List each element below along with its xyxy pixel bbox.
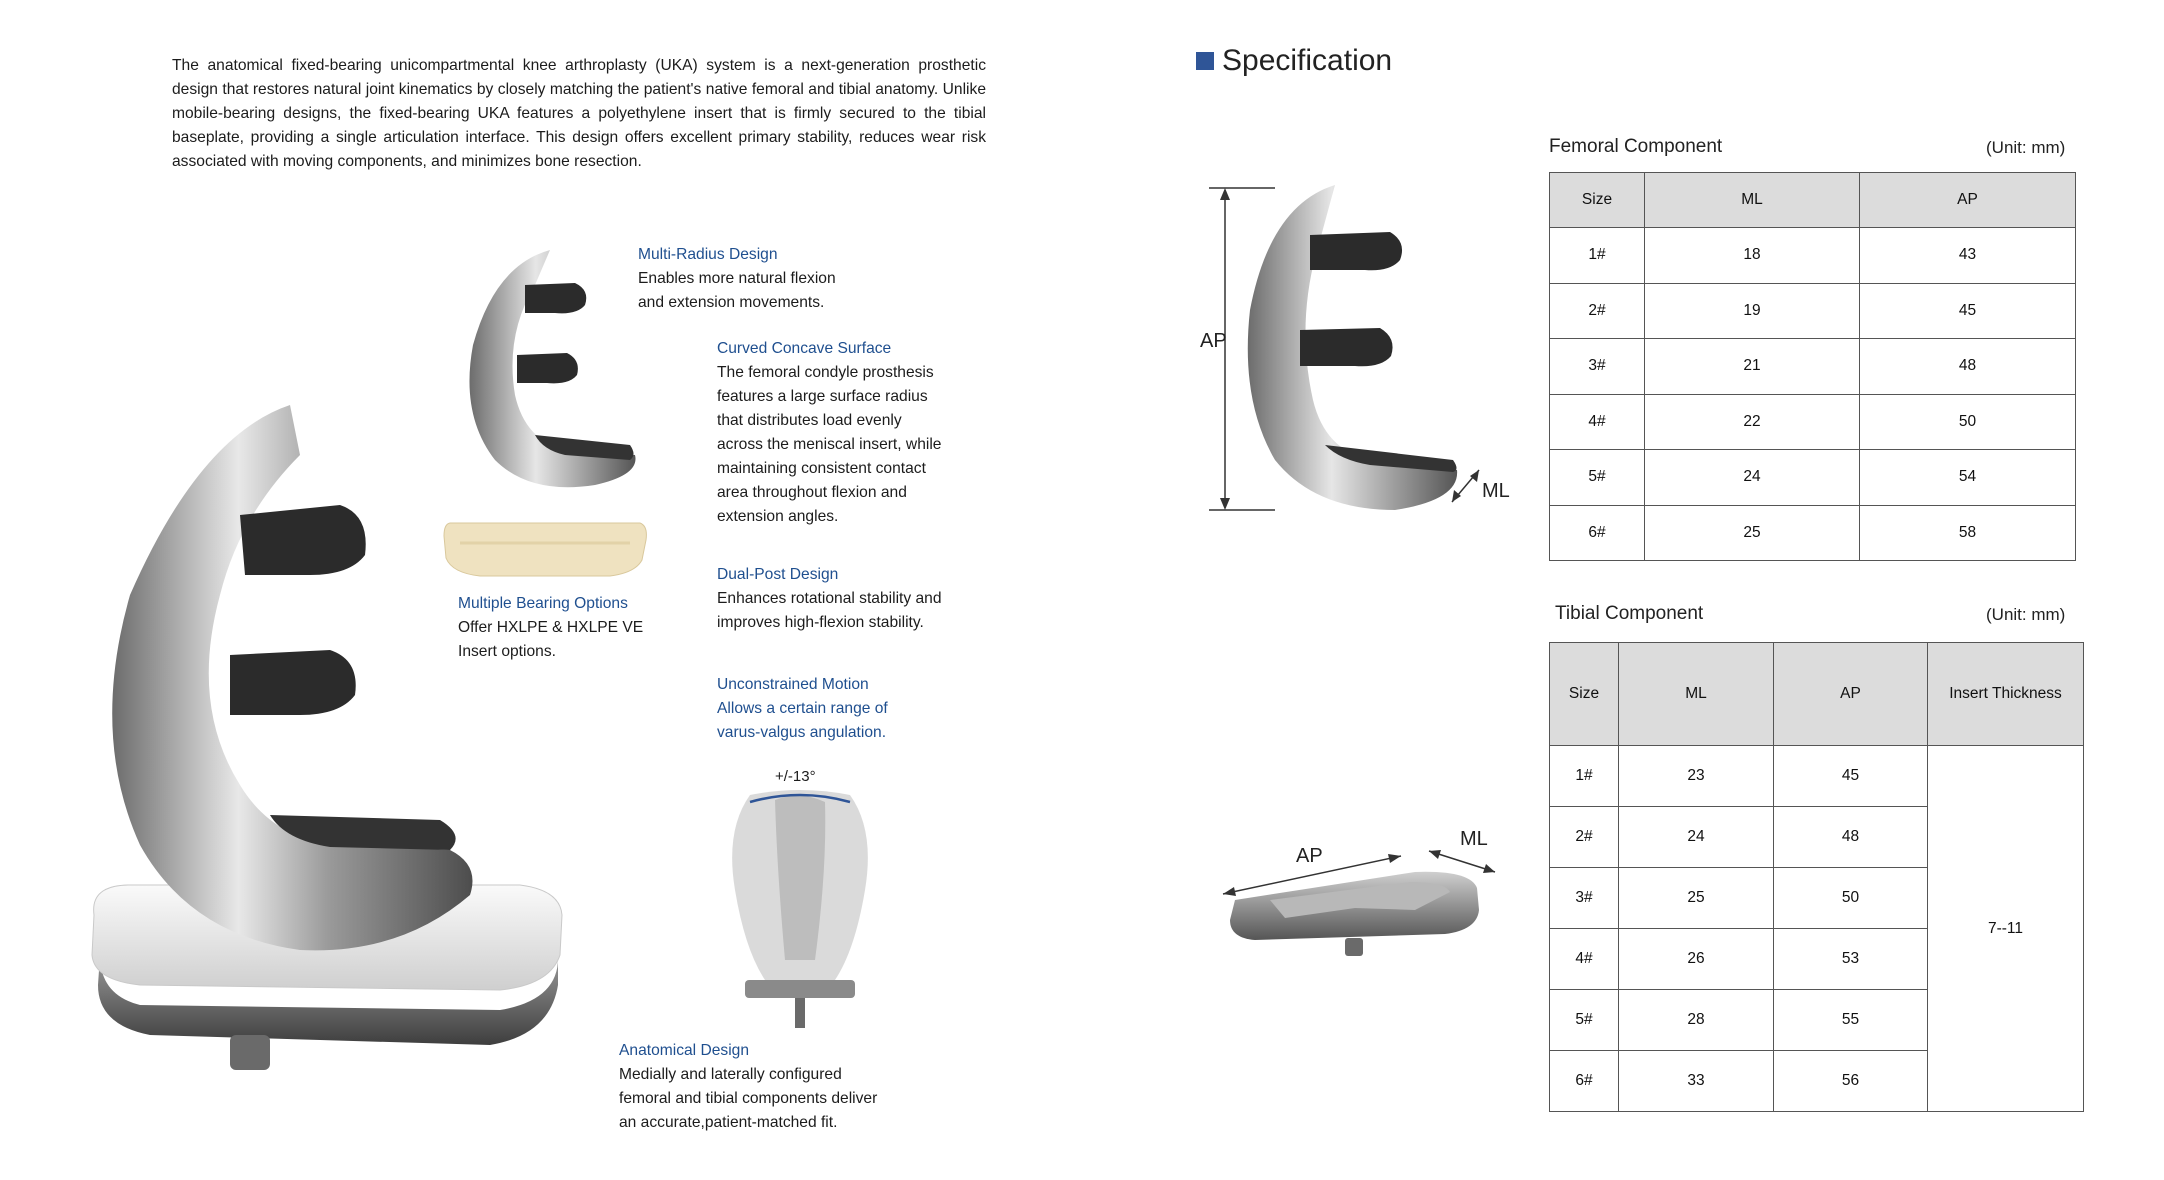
cell-size: 6#	[1550, 1051, 1619, 1112]
cell-size: 4#	[1550, 929, 1619, 990]
specification-heading	[1196, 44, 1392, 78]
femoral-unit: (Unit: mm)	[1986, 138, 2066, 157]
cell-ml: 26	[1619, 929, 1774, 990]
cell-insert-thickness: 7--11	[1928, 746, 2084, 1112]
header-insert-thickness: Insert Thickness	[1928, 643, 2084, 746]
femoral-caption: Femoral Component	[1549, 136, 1723, 157]
cell-size: 5#	[1550, 450, 1645, 506]
cell-size: 4#	[1550, 394, 1645, 450]
cell-ml: 18	[1645, 228, 1860, 284]
cell-ap: 50	[1774, 868, 1928, 929]
feature-title: Unconstrained Motion	[717, 676, 869, 693]
feature-curved-concave	[717, 337, 941, 529]
heading-square-icon	[1196, 52, 1214, 70]
cell-ap: 45	[1860, 283, 2076, 339]
cell-ml: 25	[1619, 868, 1774, 929]
cell-ml: 21	[1645, 339, 1860, 395]
feature-title: Multi-Radius Design	[638, 246, 778, 263]
tibial-ap-label: AP	[1296, 845, 1323, 867]
cell-ap: 54	[1860, 450, 2076, 506]
cell-ap: 48	[1860, 339, 2076, 395]
cell-ap: 45	[1774, 746, 1928, 807]
cell-ml: 28	[1619, 990, 1774, 1051]
table-row	[1550, 228, 2076, 284]
cell-ap: 50	[1860, 394, 2076, 450]
header-ml: ML	[1645, 173, 1860, 228]
feature-unconstrained	[717, 673, 888, 745]
feature-multi-radius	[638, 243, 836, 315]
tibial-table	[1549, 642, 2084, 1112]
feature-dual-post	[717, 563, 942, 635]
tibial-caption: Tibial Component	[1555, 603, 1704, 624]
cell-ml: 24	[1619, 807, 1774, 868]
feature-title: Multiple Bearing Options	[458, 595, 628, 612]
feature-title: Curved Concave Surface	[717, 340, 892, 357]
knee-implant-illustration	[80, 395, 580, 1095]
cell-ml: 22	[1645, 394, 1860, 450]
unconstrained-motion-image	[715, 790, 885, 1040]
header-size: Size	[1550, 173, 1645, 228]
femoral-table	[1549, 172, 2076, 561]
table-row	[1550, 339, 2076, 395]
feature-desc: Enables more natural flexion and extension movements.	[638, 270, 836, 311]
cell-ap: 43	[1860, 228, 2076, 284]
table-row	[1550, 746, 2084, 807]
cell-ap: 55	[1774, 990, 1928, 1051]
intro-paragraph: The anatomical fixed-bearing unicompartmental knee arthroplasty (UKA) system is a next-generation prosthetic design that restores natural joint kinematics by closely matching the patient's native femoral and tibial anatomy. Unlike mobile-bearing designs, the fixed-bearing UKA features a polyethylene insert that is firmly secured to the tibial baseplate, providing a single articulation interface. This design offers excellent primary stability, reduces wear risk associated with moving components, and minimizes bone resection.	[172, 57, 986, 170]
header-ml: ML	[1619, 643, 1774, 746]
feature-anatomical	[619, 1039, 877, 1135]
femoral-dimension-diagram	[1195, 180, 1515, 520]
feature-desc: Medially and laterally configured femoral and tibial components deliver an accurate,patient-matched fit.	[619, 1066, 878, 1131]
cell-ml: 24	[1645, 450, 1860, 506]
cell-size: 3#	[1550, 868, 1619, 929]
feature-title: Dual-Post Design	[717, 566, 839, 583]
table-row	[1550, 283, 2076, 339]
table-row	[1550, 394, 2076, 450]
feature-desc: The femoral condyle prosthesis features a large surface radius that distributes load evenly across the meniscal insert, while maintaining consistent contact area throughout flexion and extension angles.	[717, 364, 942, 525]
cell-ap: 56	[1774, 1051, 1928, 1112]
specification-title: Specification	[1222, 44, 1393, 77]
cell-ml: 19	[1645, 283, 1860, 339]
feature-desc: Offer HXLPE & HXLPE VE Insert options.	[458, 619, 644, 660]
table-row	[1550, 505, 2076, 561]
table-header-row	[1550, 643, 2084, 746]
angle-label: +/-13°	[775, 768, 816, 785]
cell-size: 1#	[1550, 746, 1619, 807]
table-header-row	[1550, 173, 2076, 228]
header-ap: AP	[1774, 643, 1928, 746]
cell-ap: 53	[1774, 929, 1928, 990]
cell-ml: 23	[1619, 746, 1774, 807]
cell-size: 6#	[1550, 505, 1645, 561]
feature-desc: Enhances rotational stability and improves high-flexion stability.	[717, 590, 942, 631]
cell-size: 1#	[1550, 228, 1645, 284]
cell-size: 2#	[1550, 807, 1619, 868]
cell-size: 5#	[1550, 990, 1619, 1051]
tibial-ml-label: ML	[1460, 828, 1488, 850]
cell-size: 2#	[1550, 283, 1645, 339]
feature-desc: Allows a certain range of varus-valgus angulation.	[717, 700, 888, 741]
cell-ml: 25	[1645, 505, 1860, 561]
tibial-unit: (Unit: mm)	[1986, 605, 2066, 624]
table-row	[1550, 450, 2076, 506]
tibial-dimension-diagram	[1215, 830, 1515, 970]
cell-ap: 58	[1860, 505, 2076, 561]
cell-ap: 48	[1774, 807, 1928, 868]
bearing-insert-image	[440, 518, 650, 580]
header-size: Size	[1550, 643, 1619, 746]
cell-size: 3#	[1550, 339, 1645, 395]
feature-title: Anatomical Design	[619, 1042, 750, 1059]
femoral-condyle-image	[455, 245, 645, 495]
femoral-ap-label: AP	[1200, 330, 1227, 352]
feature-multiple-bearing	[458, 592, 643, 664]
femoral-ml-label: ML	[1482, 480, 1510, 502]
header-ap: AP	[1860, 173, 2076, 228]
cell-ml: 33	[1619, 1051, 1774, 1112]
